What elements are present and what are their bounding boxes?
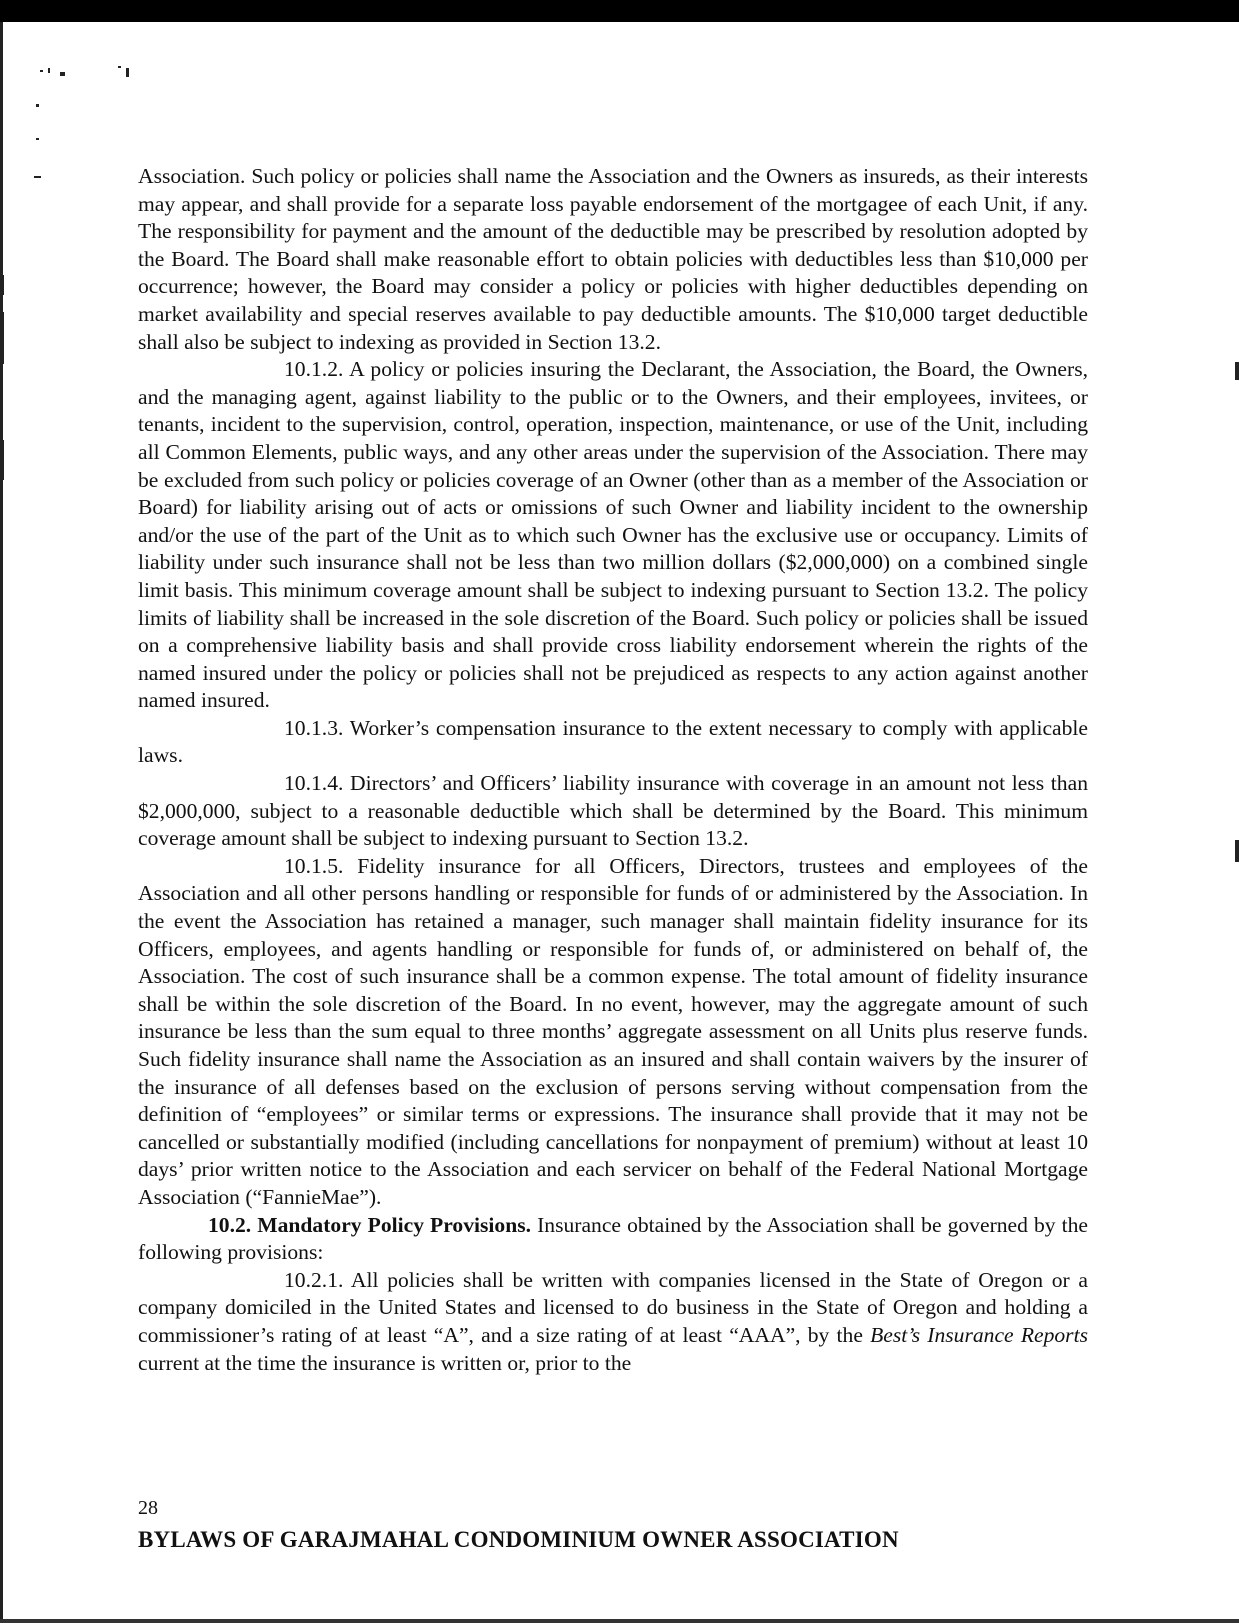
paragraph-continuation: Association. Such policy or policies shall name the Association and the Owners as insureds, as their interests may appear, and shall provide for a separate loss payable endorsement of the mortgagee of each Unit, if any. The responsibility for payment and the amount of the deductible may be prescribed by resolution adopted by the Board. The Board shall make reasonable effort to obtain policies with deductibles less than $10,000 per occurrence; however, the Board may consider a policy or policies with higher deductibles depending on market availability and special reserves available to pay deductible amounts. The $10,000 target deductible shall also be subject to indexing as provided in Section 13.2. (138, 164, 1088, 354)
scan-bottom-edge (0, 1619, 1239, 1623)
scan-speck (126, 68, 129, 77)
clause-10-1-5: 10.1.5. Fidelity insurance for all Officers, Directors, trustees and employees of the Association and all other persons handling or responsible for funds of or administered by the Association. In the event the Association has retained a manager, such manager shall maintain fidelity insurance for its Officers, employees, and agents handling or responsible for funds of, or administered on behalf of, the Association. The cost of such insurance shall be a common expense. The total amount of fidelity insurance shall be within the sole discretion of the Board. In no event, however, may the aggregate amount of such insurance be less than the sum equal to three months’ aggregate assessment on all Units plus reserve funds. Such fidelity insurance shall name the Association as an insured and shall contain waivers by the insurer of the insurance of all defenses based on the exclusion of persons serving without compensation from the definition of “employees” or similar terms or expressions. The insurance shall provide that it may not be cancelled or substantially modified (including cancellations for nonpayment of premium) without at least 10 days’ prior written notice to the Association and each servicer on behalf of the Federal National Mortgage Association (“FannieMae”). (138, 853, 1088, 1209)
scan-speck (40, 70, 43, 72)
scan-top-border (0, 0, 1239, 22)
clause-text: current at the time the insurance is written or, prior to the (138, 1350, 632, 1375)
scan-speck (0, 440, 4, 480)
scan-speck (118, 66, 121, 68)
scan-speck (48, 68, 50, 73)
section-10-2 (138, 1212, 1088, 1267)
scan-left-edge (0, 22, 3, 1623)
document-body (138, 163, 1088, 1377)
clause-10-1-3: 10.1.3. Worker’s compensation insurance to the extent necessary to comply with applicable laws. (138, 715, 1088, 768)
publication-title: Best’s Insurance Reports (870, 1322, 1088, 1347)
scan-speck (60, 72, 65, 76)
clause-10-1-2: 10.1.2. A policy or policies insuring the Declarant, the Association, the Board, the Owners, and the managing agent, against liability to the public or to the Owners, and their employees, invitees, or tenants, incident to the supervision, control, operation, inspection, maintenance, or use of the Unit, including all Common Elements, public ways, and any other areas under the supervision of the Association. There may be excluded from such policy or policies coverage of an Owner (other than as a member of the Association or Board) for liability arising out of acts or omissions of such Owner and liability incident to the ownership and/or the use of the part of the Unit as to which such Owner has the exclusive use or occupancy. Limits of liability under such insurance shall not be less than two million dollars ($2,000,000) on a combined single limit basis. This minimum coverage amount shall be subject to indexing pursuant to Section 13.2. The policy limits of liability shall be increased in the sole discretion of the Board. Such policy or policies shall be issued on a comprehensive liability basis and shall provide cross liability endorsement wherein the rights of the named insured under the policy or policies shall not be prejudiced as respects to any action against another named insured. (138, 357, 1088, 713)
clause-10-1-4: 10.1.4. Directors’ and Officers’ liability insurance with coverage in an amount not less than $2,000,000, subject to a reasonable deductible which shall be determined by the Board. This minimum coverage amount shall be subject to indexing pursuant to Section 13.2. (138, 771, 1088, 851)
page-number: 28 (138, 1497, 158, 1519)
scan-speck (1235, 840, 1239, 862)
scan-speck (36, 138, 39, 140)
scan-speck (36, 104, 39, 107)
scan-speck (34, 176, 41, 178)
clause-10-2-1 (138, 1267, 1088, 1377)
scan-speck (0, 312, 4, 364)
section-text: Insurance obtained by the Association shall be governed by the following provisions: (138, 1212, 1088, 1265)
scan-speck (1235, 362, 1239, 380)
footer-title: BYLAWS OF GARAJMAHAL CONDOMINIUM OWNER ASSOCIATION (138, 1527, 899, 1552)
clause-text: 10.2.1. All policies shall be written with companies licensed in the State of Oregon or a company domiciled in the United States and licensed to do business in the State of Oregon and holding a commissioner’s rating of at least “A”, and a size rating of at least “AAA”, by the (138, 1267, 1088, 1347)
section-heading: 10.2. Mandatory Policy Provisions. (208, 1212, 532, 1237)
scan-speck (0, 275, 4, 295)
